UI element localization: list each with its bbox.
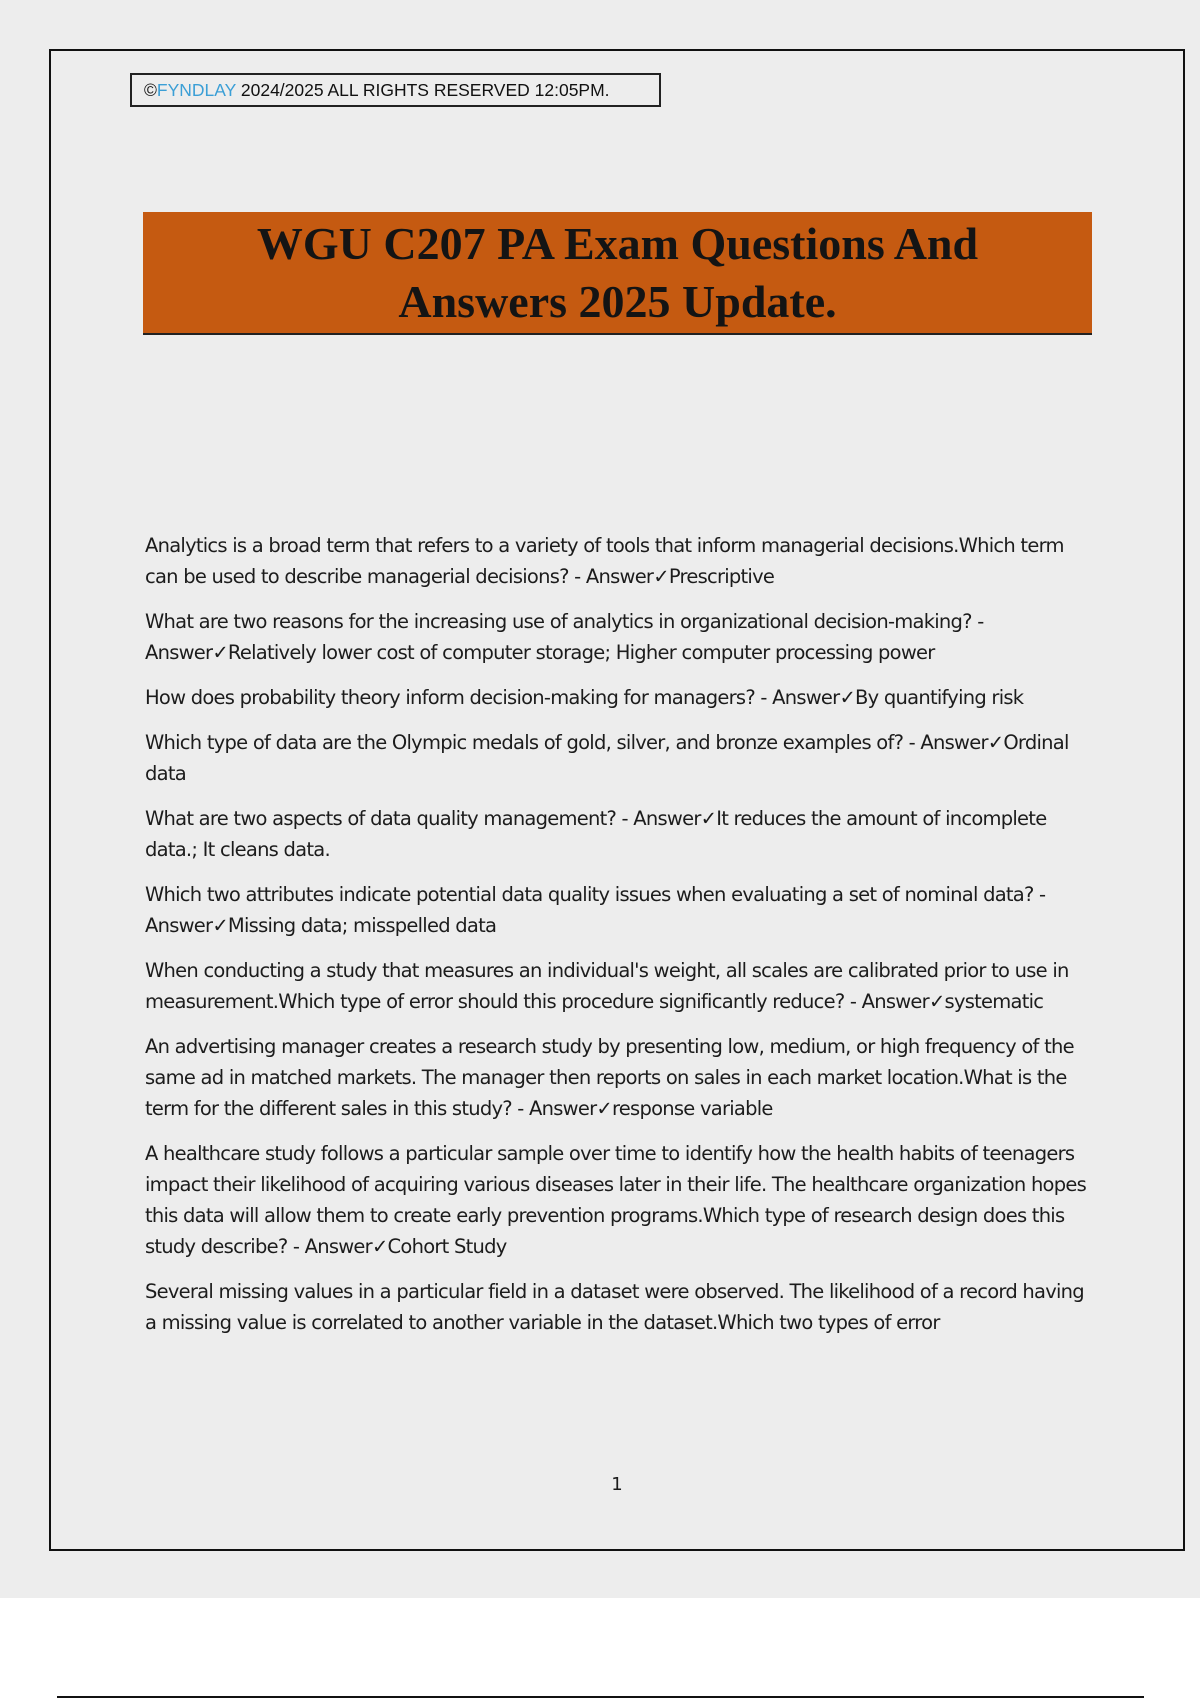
page-number: 1 xyxy=(611,1474,623,1495)
question-text: Which type of data are the Olympic medals of gold, silver, and bronze examples of? - Answer xyxy=(145,731,988,754)
question-text: An advertising manager creates a research study by presenting low, medium, or high frequency of the same ad in matched markets. The manager then reports on sales in each market location.What is the term for the different sales in this study? - Answer xyxy=(145,1035,1074,1120)
answer-text: Missing data; misspelled data xyxy=(227,914,497,937)
answer-text: Relatively lower cost of computer storage; Higher computer processing power xyxy=(227,641,935,664)
check-mark-icon: ✓ xyxy=(653,565,669,588)
copyright-text: 2024/2025 ALL RIGHTS RESERVED 12:05PM. xyxy=(236,80,610,100)
check-mark-icon: ✓ xyxy=(700,807,717,830)
copyright-symbol: © xyxy=(144,80,157,100)
check-mark-icon: ✓ xyxy=(371,1235,388,1258)
answer-text: Cohort Study xyxy=(387,1235,507,1258)
qa-item xyxy=(145,682,1095,713)
question-text: When conducting a study that measures an individual's weight, all scales are calibrated prior to use in measurement.Which type of error should this procedure significantly reduce? - Answer xyxy=(145,959,1069,1013)
check-mark-icon: ✓ xyxy=(596,1097,612,1120)
copyright-notice xyxy=(130,73,661,107)
qa-item xyxy=(145,606,1095,668)
qa-list xyxy=(145,530,1095,1338)
check-mark-icon: ✓ xyxy=(839,686,856,709)
qa-item xyxy=(145,955,1095,1017)
check-mark-icon: ✓ xyxy=(212,914,228,937)
title-banner xyxy=(143,212,1092,335)
question-text: How does probability theory inform decision-making for managers? - Answer xyxy=(145,686,840,709)
question-text: Several missing values in a particular field in a dataset were observed. The likelihood of a record having a missing value is correlated to another variable in the dataset.Which two types of error xyxy=(145,1280,1084,1334)
title-line-1: WGU C207 PA Exam Questions And xyxy=(256,217,979,269)
answer-text: It reduces the amount of incomplete data.; It cleans data. xyxy=(145,807,1047,861)
qa-item xyxy=(145,727,1095,789)
copyright-brand: FYNDLAY xyxy=(156,80,237,100)
check-mark-icon: ✓ xyxy=(928,990,945,1013)
answer-text: Prescriptive xyxy=(668,565,775,588)
answer-text: Ordinal data xyxy=(145,731,1069,785)
check-mark-icon: ✓ xyxy=(987,731,1004,754)
next-page-top-rule xyxy=(57,1696,1144,1698)
answer-text: By quantifying risk xyxy=(855,686,1024,709)
answer-text: systematic xyxy=(944,990,1044,1013)
title-line-2: Answers 2025 Update. xyxy=(398,275,837,327)
qa-item-partial xyxy=(145,1276,1095,1338)
question-text: What are two reasons for the increasing use of analytics in organizational decision-making? - Answer xyxy=(145,610,984,664)
question-text: Analytics is a broad term that refers to a variety of tools that inform managerial decisions.Which term can be used to describe managerial decisions? - Answer xyxy=(145,534,1064,588)
question-text: A healthcare study follows a particular sample over time to identify how the health habits of teenagers impact their likelihood of acquiring various diseases later in their life. The healthcare organization hopes this data will allow them to create early prevention programs.Which type of research design does this study describe? - Answer xyxy=(145,1142,1087,1258)
qa-item xyxy=(145,879,1095,941)
question-text: What are two aspects of data quality management? - Answer xyxy=(145,807,701,830)
question-text: Which two attributes indicate potential data quality issues when evaluating a set of nominal data? - Answer xyxy=(145,883,1046,937)
answer-text: response variable xyxy=(611,1097,773,1120)
qa-item xyxy=(145,803,1095,865)
check-mark-icon: ✓ xyxy=(212,641,228,664)
qa-item xyxy=(145,1031,1095,1124)
qa-item xyxy=(145,530,1095,592)
qa-item xyxy=(145,1138,1095,1262)
